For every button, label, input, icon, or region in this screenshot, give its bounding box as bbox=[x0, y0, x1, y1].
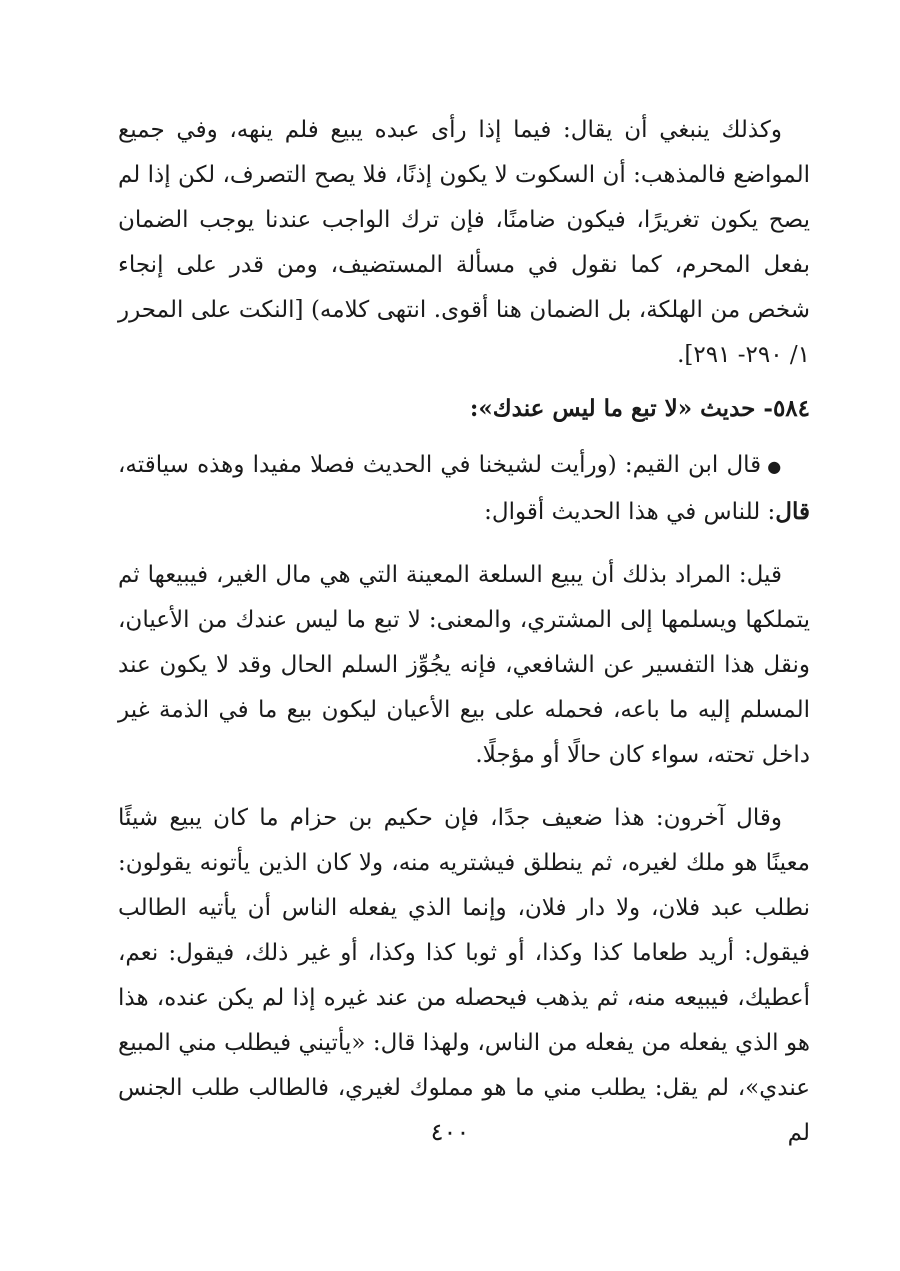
bullet-bold-word: قال bbox=[775, 498, 810, 525]
page-body bbox=[118, 108, 810, 1156]
paragraph-1: وكذلك ينبغي أن يقال: فيما إذا رأى عبده يبيع فلم ينهه، وفي جميع المواضع فالمذهب: أن السكوت لا يكون إذنًا، فلا يصح التصرف، لكن إذا لم يصح يكون تغريرًا، فيكون ضامنًا، فإن ترك الواجب عندنا يوجب الضمان بفعل المحرم، كما نقول في مسألة المستضيف، ومن قدر على إنجاء شخص من الهلكة، بل الضمان هنا أقوى. انتهى كلامه) [النكت على المحرر ١/ ٢٩٠- ٢٩١]. bbox=[118, 117, 810, 368]
paragraph-3: وقال آخرون: هذا ضعيف جدًا، فإن حكيم بن حزام ما كان يبيع شيئًا معينًا هو ملك لغيره، ثم ينطلق فيشتريه منه، ولا كان الذين يأتونه يقولون: نطلب عبد فلان، ولا دار فلان، وإنما الذي يفعله الناس أن يأتيه الطالب فيقول: أريد طعاما كذا وكذا، أو ثوبا كذا وكذا، أو غير ذلك، فيقول: نعم، أعطيك، فيبيعه منه، ثم يذهب فيحصله من عند غيره إذا لم يكن عنده، هذا هو الذي يفعله من يفعله من الناس، ولهذا قال: «يأتيني فيطلب مني المبيع عندي»، لم يقل: يطلب مني ما هو مملوك لغيري، فالطالب طلب الجنس لم bbox=[118, 805, 810, 1146]
bullet-icon: ● bbox=[767, 457, 782, 476]
bullet-text-start: قال ابن القيم: (ورأيت لشيخنا في الحديث فصلا مفيدا وهذه سياقته، bbox=[118, 452, 762, 478]
paragraph-2: قيل: المراد بذلك أن يبيع السلعة المعينة التي هي مال الغير، فيبيعها ثم يتملكها ويسلمها إلى المشتري، والمعنى: لا تبع ما ليس عندك من الأعيان، ونقل هذا التفسير عن الشافعي، فإنه يجُوِّز السلم الحال وقد لا يكون عند المسلم إليه ما باعه، فحمله على بيع الأعيان ليكون بيع ما في الذمة غير داخل تحته، سواء كان حالًا أو مؤجلًا. bbox=[118, 562, 810, 768]
bullet-paragraph bbox=[118, 443, 810, 535]
hadith-heading: ٥٨٤- حديث «لا تبع ما ليس عندك»: bbox=[469, 395, 810, 422]
bullet-text-end: : للناس في هذا الحديث أقوال: bbox=[484, 499, 776, 525]
page-number: ٤٠٠ bbox=[430, 1118, 470, 1146]
